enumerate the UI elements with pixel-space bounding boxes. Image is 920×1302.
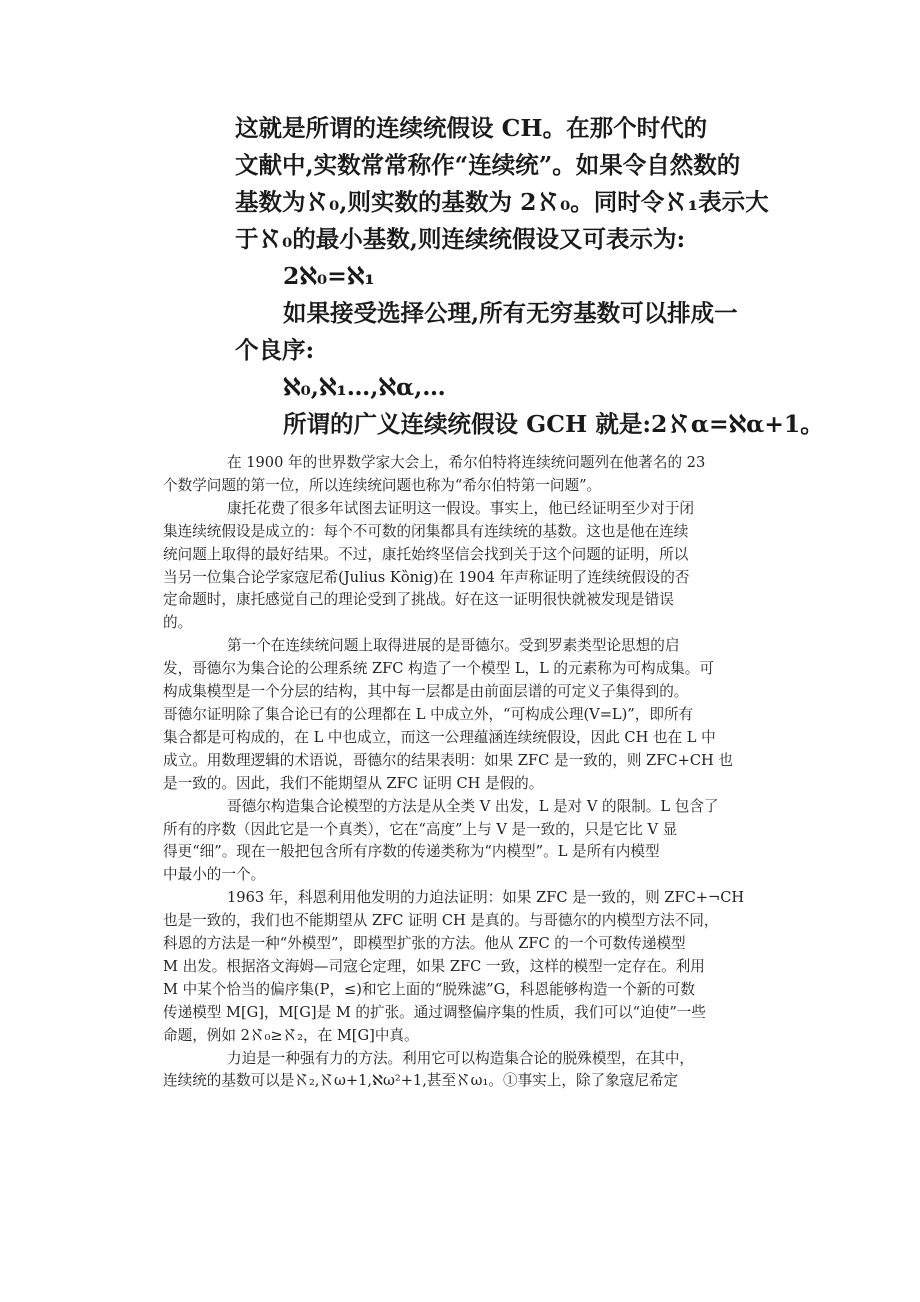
scan-line: 个良序: [235,336,315,364]
document-body [163,452,763,1093]
scan-line: 这就是所谓的连续统假设 CH。在那个时代的 [235,114,708,142]
paragraph-3: 第一个在连续统问题上取得进展的是哥德尔。受到罗素类型论思想的启 发，哥德尔为集合论的公理系统 ZFC 构造了一个模型 L，L 的元素称为可构成集。可 构成集模型是一个分层的结构，其中每一层都是由前面层谱的可定义子集得到的。 哥德尔证明除了集合论已有的公理都在 L 中成立外，“可构成公理(V=L)”，即所有 集合都是可构成的，在 L 中也成立，而这一公理蕴涵连续统假设，因此 CH 也在 L 中 成立。用数理逻辑的术语说，哥德尔的结果表明：如果 ZFC 是一致的，则 ZFC+CH 也 是一致的。因此，我们不能期望从 ZFC 证明 CH 是假的。 [163,637,733,792]
scanned-text-block [235,110,824,443]
scan-formula-ch: 2ℵ₀=ℵ₁ [283,262,375,290]
paragraph-6: 力迫是一种强有力的方法。利用它可以构造集合论的脱殊模型，在其中， 连续统的基数可以是ℵ₂,ℵω+1,ℵω²+1,甚至ℵω₁。①事实上，除了象寇尼希定 [163,1049,695,1090]
scan-line: 基数为ℵ₀,则实数的基数为 2ℵ₀。同时令ℵ₁表示大 [235,188,769,216]
paragraph-1: 在 1900 年的世界数学家大会上，希尔伯特将连续统问题列在他著名的 23 个数学问题的第一位，所以连续统问题也称为“希尔伯特第一问题”。 [163,454,706,494]
paragraph-4: 哥德尔构造集合论模型的方法是从全类 V 出发，L 是对 V 的限制。L 包含了 所有的序数（因此它是一个真类），它在“高度”上与 V 是一致的，只是它比 V 显 得更“细”。现在一般把包含所有序数的传递类称为“内模型”。L 是所有内模型 中最小的一个。 [163,797,719,884]
paragraph-2: 康托花费了很多年试图去证明这一假设。事实上，他已经证明至少对于闭 集连续统假设是成立的：每个不可数的闭集都具有连续统的基数。这也是他在连续 统问题上取得的最好结果。不过，康托始终坚信会找到关于这个问题的证明，所以 当另一位集合论学家寇尼希(Julius Kȍnig)在 1904 年声称证明了连续统假设的否 定命题时，康托感觉自己的理论受到了挑战。好在这一证明很快就被发现是错误 的。 [163,499,695,632]
scan-formula-gch: 所谓的广义连续统假设 GCH 就是:2ℵα=ℵα+1。 [283,410,824,438]
scan-line: 于ℵ₀的最小基数,则连续统假设又可表示为: [235,225,686,253]
scan-line: 文献中,实数常常称作“连续统”。如果令自然数的 [235,151,741,179]
paragraph-5: 1963 年，科恩利用他发明的力迫法证明：如果 ZFC 是一致的，则 ZFC+¬CH 也是一致的，我们也不能期望从 ZFC 证明 CH 是真的。与哥德尔的内模型方法不同， 科恩的方法是一种“外模型”，即模型扩张的方法。他从 ZFC 的一个可数传递模型 M 出发。根据洛文海姆—司寇仑定理，如果 ZFC 一致，这样的模型一定存在。利用 M 中某个恰当的偏序集(P，≤)和它上面的“脱殊滤”G，科恩能够构造一个新的可数 传递模型 M[G]，M[G]是 M 的扩张。通过调整偏序集的性质，我们可以“迫使”一些 命题，例如 2ℵ₀≥ℵ₂，在 M[G]中真。 [163,889,745,1044]
scan-formula-aleph-sequence: ℵ₀,ℵ₁…,ℵα,… [283,373,446,401]
scan-line: 如果接受选择公理,所有无穷基数可以排成一 [283,299,738,327]
